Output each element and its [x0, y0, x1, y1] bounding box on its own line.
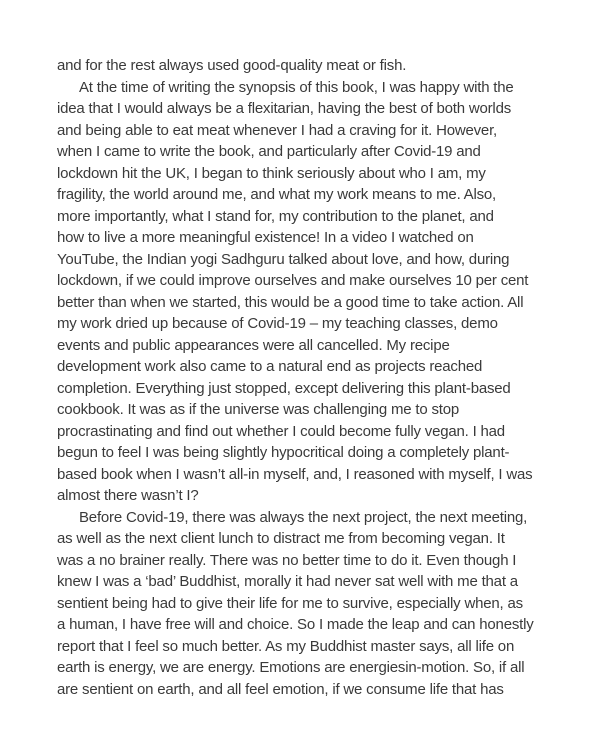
text-line: procrastinating and find out whether I could become fully vegan. I had	[57, 422, 505, 440]
text-line: earth is energy, we are energy. Emotions are energiesin-motion. So, if all	[57, 659, 525, 676]
text-line: cookbook. It was as if the universe was challenging me to stop	[57, 401, 459, 418]
text-line: are sentient on earth, and all feel emotion, if we consume life that has	[57, 680, 504, 698]
text-line: report that I feel so much better. As my Buddhist master says, all life on	[57, 637, 515, 655]
text-line: At the time of writing the synopsis of this book, I was happy with the	[79, 78, 514, 96]
text-line: fragility, the world around me, and what my work means to me. Also,	[57, 186, 497, 203]
text-line: based book when I wasn’t all-in myself, and, I reasoned with myself, I was	[57, 465, 533, 483]
text-line: Before Covid-19, there was always the next project, the next meeting,	[79, 508, 528, 526]
text-line: YouTube, the Indian yogi Sadhguru talked about love, and how, during	[57, 250, 510, 268]
text-line: was a no brainer really. There was no better time to do it. Even though I	[57, 551, 517, 569]
body-text	[57, 55, 550, 700]
text-line: lockdown, if we could improve ourselves and make ourselves 10 per cent	[57, 272, 529, 289]
text-line: begun to feel I was being slightly hypocritical doing a completely plant-	[57, 444, 510, 461]
text-line: and being able to eat meat whenever I had a craving for it. However,	[57, 121, 498, 139]
text-line: events and public appearances were all cancelled. My recipe	[57, 336, 450, 354]
text-line: sentient being had to give their life for me to survive, especially when, as	[57, 594, 523, 612]
text-line: development work also came to a natural end as projects reached	[57, 358, 483, 375]
text-line: more importantly, what I stand for, my contribution to the planet, and	[57, 207, 494, 225]
text-line: how to live a more meaningful existence! In a video I watched on	[57, 229, 474, 246]
text-line: when I came to write the book, and particularly after Covid-19 and	[57, 143, 481, 160]
text-line: lockdown hit the UK, I began to think seriously about who I am, my	[57, 164, 486, 182]
text-line: my work dried up because of Covid-19 – my teaching classes, demo	[57, 315, 498, 332]
text-line: completion. Everything just stopped, except delivering this plant-based	[57, 379, 511, 397]
text-line: knew I was a ‘bad’ Buddhist, morally it had never sat well with me that a	[57, 573, 518, 590]
text-line: a human, I have free will and choice. So I made the leap and can honestly	[57, 616, 534, 633]
text-line: and for the rest always used good-quality meat or fish.	[57, 57, 407, 74]
text-line: almost there wasn’t I?	[57, 487, 199, 504]
text-line: idea that I would always be a flexitarian, having the best of both worlds	[57, 100, 512, 117]
text-line: as well as the next client lunch to distract me from becoming vegan. It	[57, 530, 505, 547]
text-line: better than when we started, this would be a good time to take action. All	[57, 293, 524, 311]
